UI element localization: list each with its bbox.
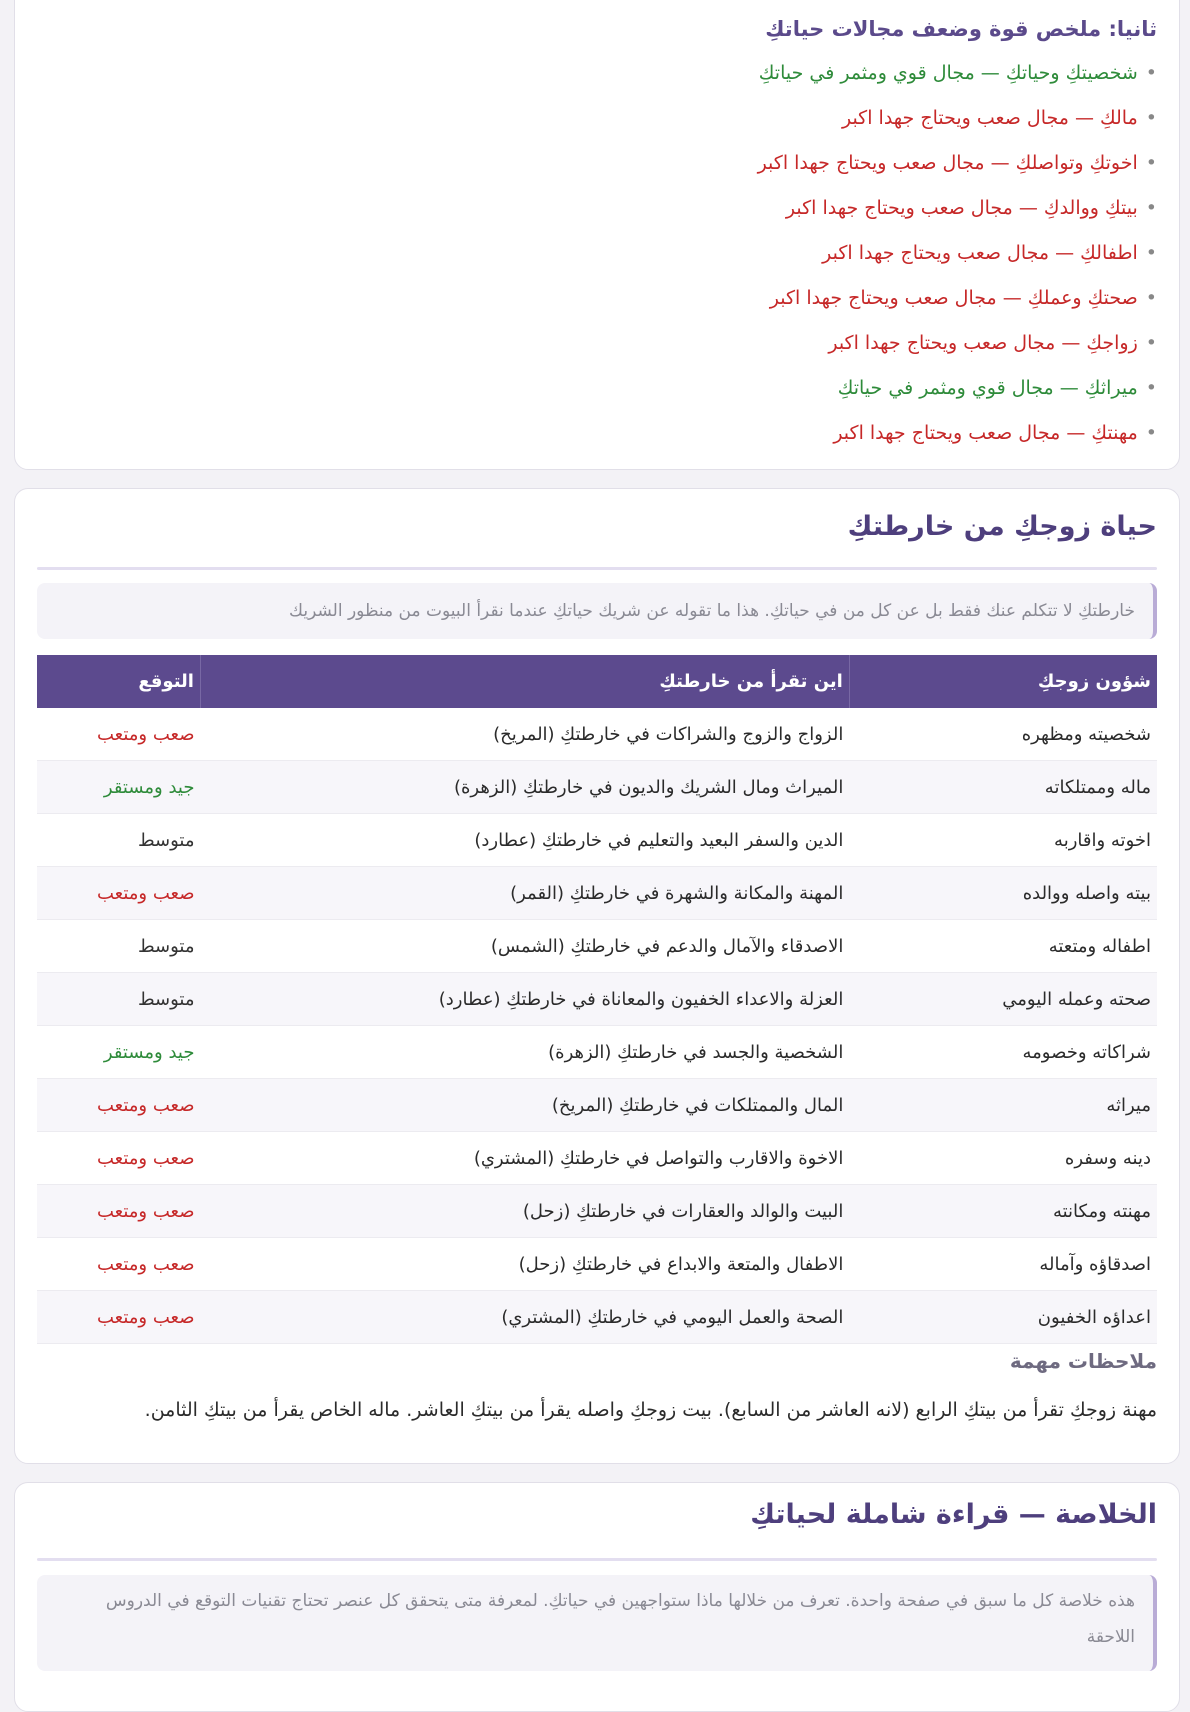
bullet-dot-icon: •: [1145, 62, 1157, 84]
cell-topic: بيته واصله ووالده: [849, 867, 1157, 920]
cell-forecast: متوسط: [37, 920, 200, 973]
spouse-section-title: حياة زوجكِ من خارطتكِ: [847, 511, 1157, 542]
table-row: [37, 1079, 1157, 1132]
table-header-row: [37, 655, 1157, 708]
strength-item: [35, 51, 1157, 96]
cell-where: الزواج والزوج والشراكات في خارطتكِ (المريخ): [200, 708, 849, 761]
bullet-dot-icon: •: [1145, 287, 1157, 309]
cell-where: الميراث ومال الشريك والديون في خارطتكِ (الزهرة): [200, 761, 849, 814]
cell-forecast: جيد ومستقر: [37, 761, 200, 814]
summary-title: الخلاصة — قراءة شاملة لحياتكِ: [750, 1499, 1157, 1530]
strength-item: [35, 411, 1157, 456]
cell-where: الصحة والعمل اليومي في خارطتكِ (المشتري): [200, 1291, 849, 1344]
table-row: [37, 920, 1157, 973]
spouse-table-body: [37, 708, 1157, 1344]
table-row: [37, 708, 1157, 761]
cell-forecast: صعب ومتعب: [37, 1238, 200, 1291]
cell-where: البيت والوالد والعقارات في خارطتكِ (زحل): [200, 1185, 849, 1238]
spouse-life-card: [14, 488, 1180, 1464]
summary-card: [14, 1482, 1180, 1712]
cell-forecast: صعب ومتعب: [37, 708, 200, 761]
cell-forecast: صعب ومتعب: [37, 1185, 200, 1238]
header-where: اين تقرأ من خارطتكِ: [200, 655, 849, 708]
cell-topic: شراكاته وخصومه: [849, 1026, 1157, 1079]
cell-where: الاخوة والاقارب والتواصل في خارطتكِ (المشتري): [200, 1132, 849, 1185]
cell-where: المهنة والمكانة والشهرة في خارطتكِ (القمر): [200, 867, 849, 920]
bullet-dot-icon: •: [1145, 197, 1157, 219]
strength-item: [35, 231, 1157, 276]
cell-topic: اعداؤه الخفيون: [849, 1291, 1157, 1344]
cell-topic: اصدقاؤه وآماله: [849, 1238, 1157, 1291]
bullet-dot-icon: •: [1145, 107, 1157, 129]
table-row: [37, 1132, 1157, 1185]
strength-item-text: زواجكِ — مجال صعب ويحتاج جهدا اكبر: [828, 332, 1138, 354]
cell-topic: صحته وعمله اليومي: [849, 973, 1157, 1026]
cell-where: الاصدقاء والآمال والدعم في خارطتكِ (الشمس): [200, 920, 849, 973]
strength-item: [35, 186, 1157, 231]
section-divider: [37, 567, 1157, 570]
summary-intro-note: هذه خلاصة كل ما سبق في صفحة واحدة. تعرف من خلالها ماذا ستواجهين في حياتكِ. لمعرفة متى يتحقق كل عنصر تحتاج تقنيات التوقع في الدروس اللاحقة: [37, 1575, 1157, 1671]
strength-item-text: بيتكِ ووالدكِ — مجال صعب ويحتاج جهدا اكبر: [785, 197, 1138, 219]
cell-topic: اطفاله ومتعته: [849, 920, 1157, 973]
notes-title: ملاحظات مهمة: [1009, 1349, 1157, 1373]
bullet-dot-icon: •: [1145, 152, 1157, 174]
strength-item-text: مالكِ — مجال صعب ويحتاج جهدا اكبر: [841, 107, 1138, 129]
strength-item-text: اخوتكِ وتواصلكِ — مجال صعب ويحتاج جهدا اكبر: [757, 152, 1138, 174]
cell-topic: ماله وممتلكاته: [849, 761, 1157, 814]
cell-forecast: متوسط: [37, 814, 200, 867]
strength-item-text: مهنتكِ — مجال صعب ويحتاج جهدا اكبر: [833, 422, 1138, 444]
strength-item-text: شخصيتكِ وحياتكِ — مجال قوي ومثمر في حياتكِ: [758, 62, 1138, 84]
cell-topic: مهنته ومكانته: [849, 1185, 1157, 1238]
cell-topic: دينه وسفره: [849, 1132, 1157, 1185]
bullet-dot-icon: •: [1145, 242, 1157, 264]
strength-item: [35, 321, 1157, 366]
header-topic: شؤون زوجكِ: [849, 655, 1157, 708]
header-forecast: التوقع: [37, 655, 200, 708]
cell-forecast: صعب ومتعب: [37, 1291, 200, 1344]
cell-where: العزلة والاعداء الخفيون والمعاناة في خارطتكِ (عطارد): [200, 973, 849, 1026]
cell-forecast: صعب ومتعب: [37, 1079, 200, 1132]
bullet-dot-icon: •: [1145, 377, 1157, 399]
bullet-dot-icon: •: [1145, 332, 1157, 354]
table-row: [37, 1291, 1157, 1344]
cell-topic: ميراثه: [849, 1079, 1157, 1132]
table-row: [37, 814, 1157, 867]
strength-item: [35, 276, 1157, 321]
strength-list: [35, 51, 1157, 456]
notes-text: مهنة زوجكِ تقرأ من بيتكِ الرابع (لانه العاشر من السابع). بيت زوجكِ واصله يقرأ من بيتكِ العاشر. ماله الخاص يقرأ من بيتكِ الثامن.: [144, 1399, 1157, 1421]
cell-forecast: صعب ومتعب: [37, 1132, 200, 1185]
strength-item: [35, 366, 1157, 411]
bullet-dot-icon: •: [1145, 422, 1157, 444]
cell-where: الدين والسفر البعيد والتعليم في خارطتكِ (عطارد): [200, 814, 849, 867]
cell-forecast: جيد ومستقر: [37, 1026, 200, 1079]
strength-item-text: صحتكِ وعملكِ — مجال صعب ويحتاج جهدا اكبر: [769, 287, 1138, 309]
cell-forecast: صعب ومتعب: [37, 867, 200, 920]
strength-item-text: اطفالكِ — مجال صعب ويحتاج جهدا اكبر: [822, 242, 1138, 264]
strength-summary-title: ثانيا: ملخص قوة وضعف مجالات حياتكِ: [765, 17, 1157, 41]
strength-summary-card: [14, 0, 1180, 470]
cell-where: الاطفال والمتعة والابداع في خارطتكِ (زحل): [200, 1238, 849, 1291]
table-row: [37, 1238, 1157, 1291]
section-divider: [37, 1558, 1157, 1561]
table-row: [37, 1185, 1157, 1238]
spouse-intro-note: خارطتكِ لا تتكلم عنك فقط بل عن كل من في حياتكِ. هذا ما تقوله عن شريك حياتكِ عندما نقرأ البيوت من منظور الشريك: [37, 583, 1157, 639]
table-row: [37, 1026, 1157, 1079]
cell-where: الشخصية والجسد في خارطتكِ (الزهرة): [200, 1026, 849, 1079]
table-row: [37, 761, 1157, 814]
spouse-table: [37, 655, 1157, 1344]
strength-item: [35, 96, 1157, 141]
strength-item: [35, 141, 1157, 186]
cell-topic: اخوته واقاربه: [849, 814, 1157, 867]
table-row: [37, 867, 1157, 920]
cell-where: المال والممتلكات في خارطتكِ (المريخ): [200, 1079, 849, 1132]
strength-item-text: ميراثكِ — مجال قوي ومثمر في حياتكِ: [837, 377, 1138, 399]
cell-forecast: متوسط: [37, 973, 200, 1026]
table-row: [37, 973, 1157, 1026]
cell-topic: شخصيته ومظهره: [849, 708, 1157, 761]
